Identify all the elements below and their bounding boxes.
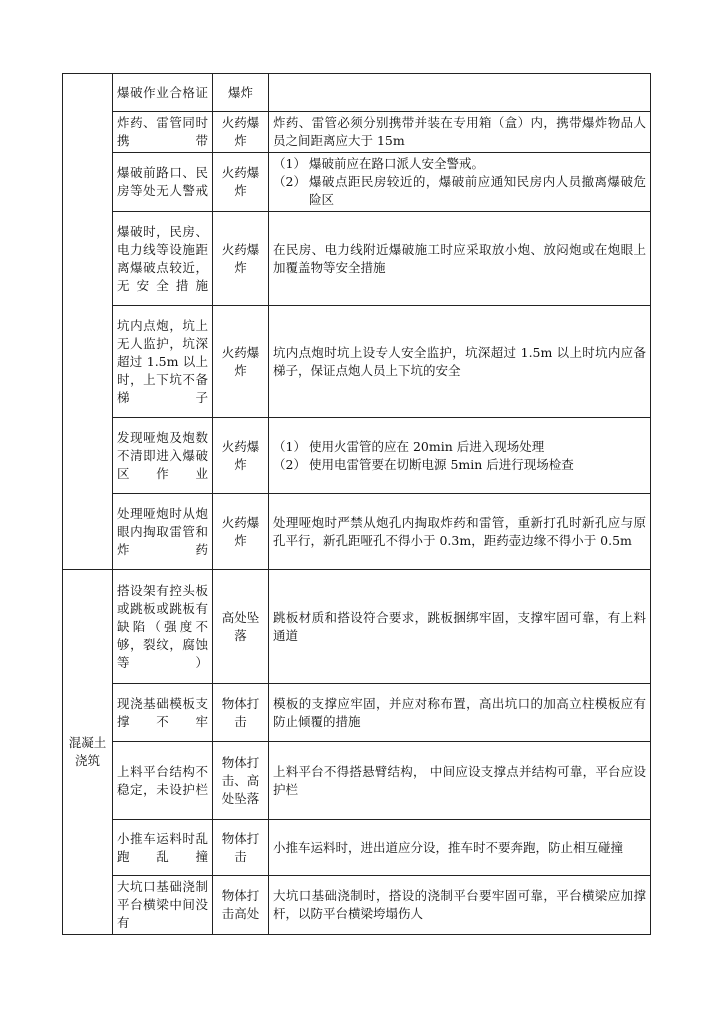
hazard-item-cell: 小推车运料时乱跑乱撞 (113, 820, 213, 876)
accident-type-cell: 火药爆炸 (213, 494, 269, 570)
accident-type-cell: 爆炸 (213, 74, 269, 112)
hazard-item-cell: 上料平台结构不稳定，未设护栏 (113, 742, 213, 820)
measure-number: （2） (273, 174, 306, 189)
measure-line (273, 456, 646, 474)
accident-type-cell: 火药爆炸 (213, 112, 269, 153)
hazard-item-cell: 现浇基础模板支撑不牢 (113, 684, 213, 742)
measure-number: （1） (273, 156, 306, 171)
table-row (63, 418, 651, 494)
accident-type-cell: 物体打击 (213, 684, 269, 742)
accident-type-cell: 物体打击、高处坠落 (213, 742, 269, 820)
measure-cell: 坑内点炮时坑上设专人安全监护，坑深超过 1.5m 以上时坑内应备梯子，保证点炮人员上下坑的安全 (269, 306, 651, 418)
measure-cell: 处理哑炮时严禁从炮孔内掏取炸药和雷管，重新打孔时新孔应与原孔平行，新孔距哑孔不得小于 0.3m，距药壶边缘不得小于 0.5m (269, 494, 651, 570)
accident-type-cell: 物体打击高处 (213, 876, 269, 935)
hazard-item-cell: 爆破前路口、民房等处无人警戒 (113, 153, 213, 212)
hazard-item-cell: 发现哑炮及炮数不清即进入爆破区作业 (113, 418, 213, 494)
measure-text: 使用电雷管要在切断电源 5min 后进行现场检查 (309, 456, 574, 472)
accident-type-cell: 火药爆炸 (213, 153, 269, 212)
hazard-item-cell: 爆破时，民房、电力线等设施距离爆破点较近，无安全措施 (113, 212, 213, 306)
table-row (63, 212, 651, 306)
measure-cell: 炸药、雷管必须分别携带并装在专用箱（盒）内，携带爆炸物品人员之间距离应大于 15m (269, 112, 651, 153)
accident-type-cell: 火药爆炸 (213, 306, 269, 418)
table-row (63, 684, 651, 742)
table-row (63, 74, 651, 112)
measure-line (273, 173, 646, 209)
accident-type-cell: 高处坠落 (213, 570, 269, 684)
measure-cell (269, 153, 651, 212)
measure-cell (269, 74, 651, 112)
measure-number: （2） (273, 456, 306, 472)
measure-cell: 模板的支撑应牢固，并应对称布置，高出坑口的加高立柱模板应有防止倾覆的措施 (269, 684, 651, 742)
category-cell: 混凝土浇筑 (63, 570, 113, 935)
hazard-item-cell: 炸药、雷管同时携带 (113, 112, 213, 153)
category-cell (63, 74, 113, 570)
measure-cell: 大坑口基础浇制时，搭设的浇制平台要牢固可靠，平台横梁应加撑杆，以防平台横梁垮塌伤人 (269, 876, 651, 935)
measure-text: 爆破前应在路口派人安全警戒。 (309, 156, 485, 171)
hazard-item-cell: 搭设架有控头板或跳板或跳板有缺陷（强度不够，裂纹，腐蚀等） (113, 570, 213, 684)
hazard-item-cell: 处理哑炮时从炮眼内掏取雷管和炸药 (113, 494, 213, 570)
measure-cell: 在民房、电力线附近爆破施工时应采取放小炮、放闷炮或在炮眼上加覆盖物等安全措施 (269, 212, 651, 306)
measure-line (273, 155, 646, 173)
measure-text: 爆破点距民房较近的，爆破前应通知民房内人员撤离爆破危险区 (309, 174, 646, 207)
measure-text: 使用火雷管的应在 20min 后进入现场处理 (309, 438, 545, 454)
table-row (63, 876, 651, 935)
table-row (63, 820, 651, 876)
table-row (63, 112, 651, 153)
hazard-item-cell: 坑内点炮，坑上无人监护，坑深超过 1.5m 以上时，上下坑不备梯子 (113, 306, 213, 418)
table-row (63, 570, 651, 684)
measure-number: （1） (273, 438, 306, 454)
hazard-item-cell: 爆破作业合格证 (113, 74, 213, 112)
accident-type-cell: 火药爆炸 (213, 418, 269, 494)
accident-type-cell: 物体打击 (213, 820, 269, 876)
measure-line (273, 438, 646, 456)
hazard-item-cell: 大坑口基础浇制平台横梁中间没有 (113, 876, 213, 935)
table-row (63, 742, 651, 820)
hazard-table (62, 73, 651, 935)
measure-cell: 跳板材质和搭设符合要求，跳板捆绑牢固，支撑牢固可靠，有上料通道 (269, 570, 651, 684)
measure-cell (269, 418, 651, 494)
accident-type-cell: 火药爆炸 (213, 212, 269, 306)
measure-cell: 上料平台不得搭悬臂结构， 中间应设支撑点并结构可靠，平台应设护栏 (269, 742, 651, 820)
table-row (63, 306, 651, 418)
table-row (63, 153, 651, 212)
table-row (63, 494, 651, 570)
measure-cell: 小推车运料时，进出道应分设，推车时不要奔跑，防止相互碰撞 (269, 820, 651, 876)
